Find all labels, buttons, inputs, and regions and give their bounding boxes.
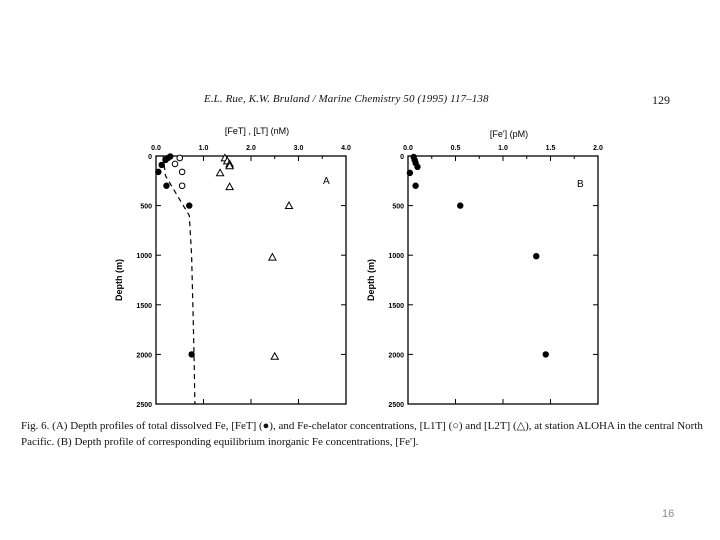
y-tick-label-a-1: 500 (140, 203, 152, 211)
x-tick-label-b-2: 1.0 (498, 145, 508, 152)
journal-page-number: 129 (652, 93, 670, 107)
y-axis-label-b: Depth (m) (366, 259, 376, 301)
x-axis-label-a: [FeT] , [LT] (nM) (224, 126, 290, 136)
x-tick-label-a-1: 1.0 (198, 145, 209, 152)
plot-frame-a (156, 156, 346, 404)
x-tick-label-b-1: 0.5 (450, 145, 461, 152)
y-tick-label-b-3: 1500 (388, 302, 404, 310)
data-point-a-s0-6 (186, 202, 192, 208)
y-axis-label-a: Depth (m) (114, 259, 124, 301)
y-tick-label-b-0: 0 (400, 154, 404, 161)
data-point-a-s1-1 (172, 161, 178, 167)
x-tick-label-a-2: 2.0 (246, 145, 256, 152)
data-point-a-s1-2 (179, 169, 185, 175)
slide-number: 16 (662, 508, 675, 520)
data-point-b-s0-7 (533, 253, 539, 259)
panel-b-chart (366, 129, 603, 409)
data-point-a-s2-5 (226, 183, 233, 189)
y-tick-label-b-2: 1000 (388, 253, 404, 261)
x-tick-label-b-4: 2.0 (593, 145, 603, 152)
data-point-a-s1-3 (179, 183, 185, 189)
x-axis-label-b: [Fe'] (pM) (489, 129, 529, 139)
data-point-a-s1-0 (177, 155, 183, 161)
data-point-a-s2-6 (285, 202, 292, 208)
y-tick-label-a-4: 2000 (136, 352, 152, 360)
y-tick-label-a-5: 2500 (136, 402, 152, 409)
x-tick-label-a-3: 3.0 (293, 145, 304, 152)
data-point-a-s2-7 (269, 254, 276, 260)
x-tick-label-a-0: 0.0 (151, 145, 161, 152)
data-point-b-s0-5 (412, 183, 418, 189)
panel-a-chart (114, 126, 351, 409)
y-tick-label-a-3: 1500 (136, 302, 152, 310)
x-tick-label-a-4: 4.0 (341, 145, 351, 152)
x-tick-label-b-0: 0.0 (403, 145, 413, 152)
data-point-b-s0-4 (407, 170, 413, 176)
y-tick-label-b-4: 2000 (388, 352, 404, 360)
data-point-b-s0-8 (543, 351, 549, 357)
data-point-b-s0-6 (457, 202, 463, 208)
panel-letter-a: A (323, 176, 330, 187)
panel-letter-b: B (577, 179, 584, 190)
data-point-a-s2-4 (217, 169, 224, 175)
y-tick-label-b-1: 500 (392, 203, 404, 211)
data-point-b-s0-3 (414, 164, 420, 170)
y-tick-label-a-0: 0 (148, 154, 152, 161)
data-point-a-s0-4 (167, 153, 173, 159)
article-header: E.L. Rue, K.W. Bruland / Marine Chemistry 50 (1995) 117–138 (204, 93, 489, 105)
y-tick-label-b-5: 2500 (388, 402, 404, 409)
plot-frame-b (408, 156, 598, 404)
figure-caption: Fig. 6. (A) Depth profiles of total dissolved Fe, [FeT] (●), and Fe-chelator concentrations, [L1T] (○) and [L2T] (△), at station ALOHA in the central North Pacific. (B) Depth profile of corresponding equilibrium inorganic Fe concentrations, [Fe']. (21, 420, 703, 448)
data-point-a-s0-5 (163, 183, 169, 189)
y-tick-label-a-2: 1000 (136, 253, 152, 261)
dashed-profile-line-a (163, 156, 195, 404)
data-point-a-s2-8 (271, 353, 278, 359)
data-point-a-s0-0 (155, 169, 161, 175)
x-tick-label-b-3: 1.5 (545, 145, 556, 152)
